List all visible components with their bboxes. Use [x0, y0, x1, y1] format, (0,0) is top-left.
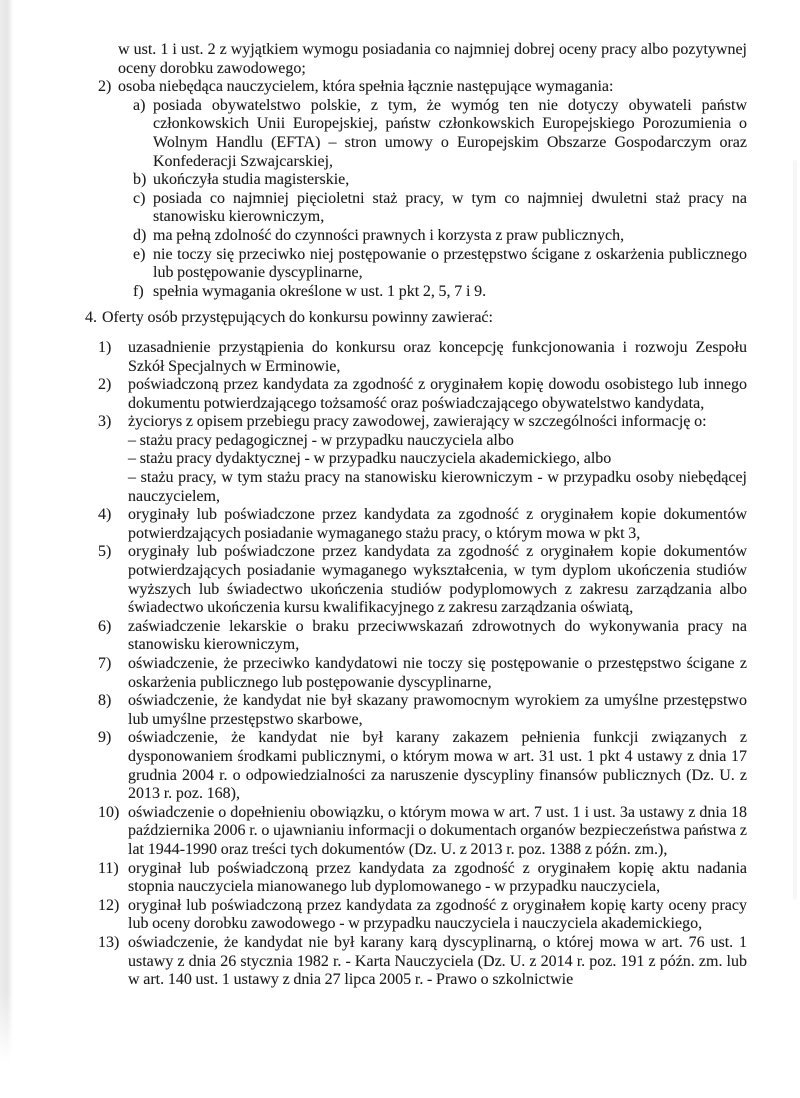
intro-continuation-paragraph: w ust. 1 i ust. 2 z wyjątkiem wymogu posiadania co najmniej dobrej oceny pracy albo pozytywnej oceny dorobku zawodowego; [118, 41, 747, 77]
item-text: oryginał lub poświadczoną przez kandydata za zgodność z oryginałem kopię aktu nadania stopnia nauczyciela mianowanego lub dyplomowanego - w przypadku nauczyciela, [128, 859, 747, 896]
section-title: Oferty osób przystępujących do konkursu powinny zawierać: [102, 309, 493, 327]
item-marker: 4) [98, 506, 112, 524]
item-text: posiada co najmniej pięcioletni staż pracy, w tym co najmniej dwuletni staż pracy na stanowisku kierowniczym, [153, 189, 747, 226]
offer-item-7 [85, 655, 747, 692]
item-text: poświadczoną przez kandydata za zgodność z oryginałem kopię dowodu osobistego lub innego dokumentu potwierdzającego tożsamość oraz poświadczającego obywatelstwo kandydata, [128, 376, 747, 412]
list-item-2d [85, 227, 747, 246]
item-marker: f) [133, 282, 144, 300]
section-marker: 4. [85, 309, 97, 327]
list-item-2f [85, 283, 747, 302]
item-marker: a) [133, 96, 146, 114]
item-marker: 10) [98, 803, 120, 821]
item-text: uzasadnienie przystąpienia do konkursu oraz koncepcję funkcjonowania i rozwoju Zespołu Szkół Specjalnych w Erminowie, [128, 338, 747, 375]
scan-edge-shadow-right [793, 160, 797, 900]
item-marker: 3) [98, 413, 112, 431]
list-item-2 [85, 78, 747, 97]
item-text: życiorys z opisem przebiegu pracy zawodowej, zawierający w szczególności informację o: [128, 413, 707, 431]
item-marker: 9) [98, 729, 112, 747]
item-marker: d) [133, 226, 147, 244]
item-text: spełnia wymagania określone w ust. 1 pkt 2, 5, 7 i 9. [153, 282, 487, 300]
item-marker: c) [133, 189, 146, 207]
offer-item-12 [85, 897, 747, 934]
item-marker: 7) [98, 655, 112, 672]
item-text: oświadczenie, że przeciwko kandydatowi nie toczy się postępowanie o przestępstwo ścigane z oskarżenia publicznego lub postępowanie dyscyplinarne, [128, 655, 747, 691]
item-marker: 2) [98, 376, 112, 394]
item-marker: 8) [98, 692, 112, 710]
item-text: oświadczenie, że kandydat nie był skazany prawomocnym wyrokiem za umyślne przestępstwo lub umyślne przestępstwo skarbowe, [128, 692, 747, 728]
item-text: oświadczenie o dopełnieniu obowiązku, o którym mowa w art. 7 ust. 1 i ust. 3a ustawy z dnia 18 października 2006 r. o ujawnianiu informacji o dokumentach organów bezpieczeństwa państwa z lat 1944-1990 oraz treści tych dokumentów (Dz. U. z 2013 r. poz. 1388 z późn. zm.), [128, 803, 747, 858]
item-text: oryginał lub poświadczoną przez kandydata za zgodność z oryginałem kopię karty oceny pracy lub oceny dorobku zawodowego - w przypadku nauczyciela i nauczyciela akademickiego, [128, 896, 747, 933]
list-item-2b [85, 171, 747, 190]
document-content [85, 41, 747, 990]
section-heading-4 [85, 309, 747, 328]
offer-item-1 [85, 339, 747, 376]
item-text: oryginały lub poświadczone przez kandydata za zgodność z oryginałem kopie dokumentów potwierdzających posiadanie wymaganego stażu pracy, o którym mowa w pkt 3, [128, 506, 747, 542]
list-item-2e [85, 246, 747, 283]
item-text: osoba niebędąca nauczycielem, która spełnia łącznie następujące wymagania: [118, 78, 614, 96]
item-marker: b) [133, 171, 147, 189]
item-marker: 13) [98, 933, 120, 951]
offer-item-2 [85, 376, 747, 413]
offer-item-5 [85, 543, 747, 617]
offer-item-3 [85, 413, 747, 506]
item-text: oświadczenie, że kandydat nie był karany zakazem pełnienia funkcji związanych z dysponowaniem środkami publicznymi, o którym mowa w art. 31 ust. 1 pkt 4 ustawy z dnia 17 grudnia 2004 r. o odpowiedzialności za naruszenie dyscypliny finansów publicznych (Dz. U. z 2013 r. poz. 168), [128, 729, 747, 803]
offer-item-9 [85, 729, 747, 803]
item-text: posiada obywatelstwo polskie, z tym, że wymóg ten nie dotyczy obywateli państw członkowskich Unii Europejskiej, państw członkowskich Europejskiego Porozumienia o Wolnym Handlu (EFTA) – stron umowy o Europejskim Obszarze Gospodarczym oraz Konfederacji Szwajcarskiej, [153, 96, 747, 170]
offer-item-4 [85, 506, 747, 543]
list-item-2c [85, 190, 747, 227]
item-text: zaświadczenie lekarskie o braku przeciwwskazań zdrowotnych do wykonywania pracy na stanowisku kierowniczym, [128, 617, 747, 654]
offer-item-13 [85, 934, 747, 990]
item-text: oświadczenie, że kandydat nie był karany karą dyscyplinarną, o której mowa w art. 76 ust. 1 ustawy z dnia 26 stycznia 1982 r. - Karta Nauczyciela (Dz. U. z 2014 r. poz. 191 z późn. zm. lub w art. 140 ust. 1 ustawy z dnia 27 lipca 2005 r. - Prawo o szkolnictwie [128, 933, 747, 989]
offer-item-11 [85, 860, 747, 897]
offer-item-10 [85, 804, 747, 860]
item-text: ma pełną zdolność do czynności prawnych i korzysta z praw publicznych, [153, 226, 625, 244]
item-marker: 2) [98, 78, 112, 96]
item-text: oryginały lub poświadczone przez kandydata za zgodność z oryginałem kopie dokumentów potwierdzających posiadanie wymaganego wykształcenia, w tym dyplom ukończenia studiów wyższych lub świadectwo ukończenia studiów podyplomowych z zakresu zarządzania albo świadectwo ukończenia kursu kwalifikacyjnego z zakresu zarządzania oświatą, [128, 543, 747, 617]
item-text: ukończyła studia magisterskie, [153, 171, 350, 189]
item-marker: 5) [98, 543, 112, 561]
offer-item-6 [85, 618, 747, 655]
scan-edge-shadow-left [0, 0, 13, 1062]
list-item-2a [85, 97, 747, 171]
item-text: nie toczy się przeciwko niej postępowanie o przestępstwo ścigane z oskarżenia publicznego lub postępowanie dyscyplinarne, [153, 245, 747, 282]
dash-subitem: – stażu pracy pedagogicznej - w przypadku nauczyciela albo [128, 431, 514, 449]
item-marker: e) [133, 245, 146, 263]
dash-subitem: – stażu pracy, w tym stażu pracy na stanowisku kierowniczym - w przypadku osoby niebędącej nauczycielem, [128, 469, 747, 505]
item-marker: 1) [98, 338, 112, 356]
item-marker: 11) [98, 859, 119, 877]
offer-item-8 [85, 692, 747, 729]
item-marker: 6) [98, 617, 112, 635]
dash-subitem: – stażu pracy dydaktycznej - w przypadku nauczyciela akademickiego, albo [128, 450, 612, 468]
item-marker: 12) [98, 896, 120, 914]
